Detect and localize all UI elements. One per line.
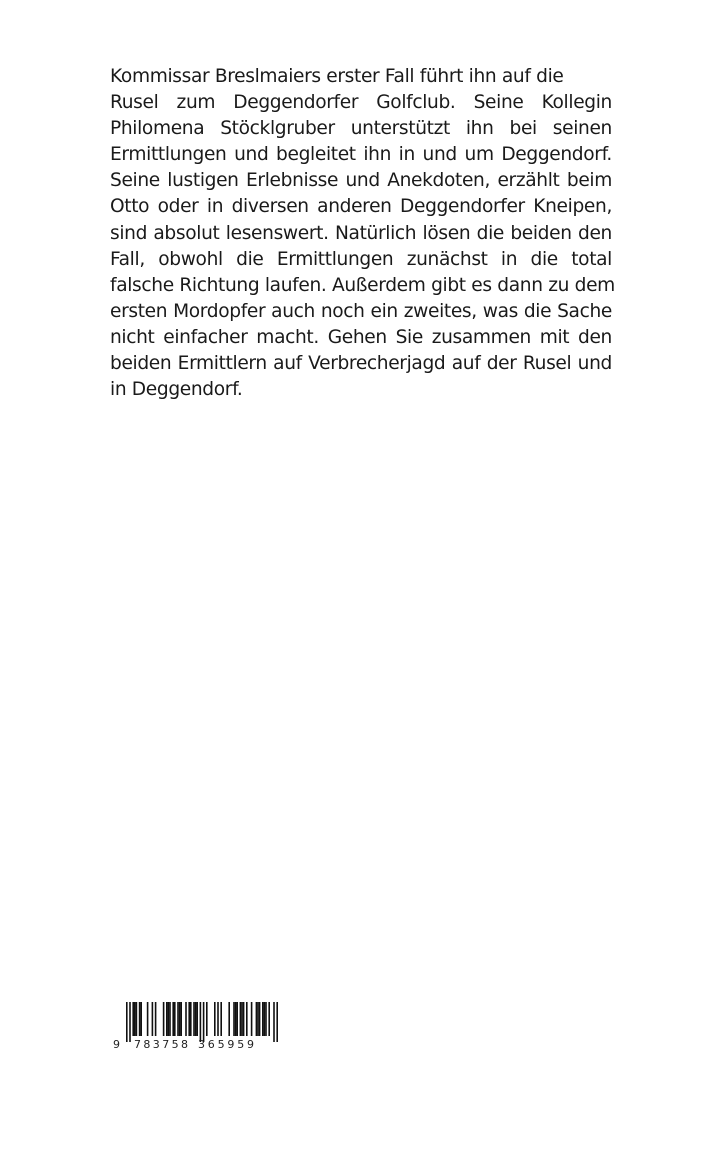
blurb-line: Ermittlungen und begleitet ihn in und um Deggendorf. xyxy=(110,144,612,166)
blurb-line: Seine lustigen Erlebnisse und Anekdoten, erzählt beim xyxy=(110,170,612,192)
barcode-left-digits: 783758 xyxy=(134,1038,188,1051)
blurb-line: in Deggendorf. xyxy=(110,379,243,401)
blurb-line: sind absolut lesenswert. Natürlich lösen die beiden den xyxy=(110,222,612,244)
barcode-right-digits: 365959 xyxy=(198,1038,254,1051)
blurb-line: Kommissar Breslmaiers erster Fall führt ihn auf die xyxy=(110,66,564,87)
blurb-line: falsche Richtung laufen. Außerdem gibt es dann zu dem xyxy=(110,274,615,296)
barcode-lead-digit: 9 xyxy=(113,1038,120,1051)
blurb-line: Rusel zum Deggendorfer Golfclub. Seine Kollegin xyxy=(110,92,612,114)
blurb-line: Philomena Stöcklgruber unterstützt ihn bei seinen xyxy=(110,118,612,140)
blurb-line: ersten Mordopfer auch noch ein zweites, was die Sache xyxy=(110,300,612,322)
blurb-line: Fall, obwohl die Ermittlungen zunächst in die total xyxy=(110,248,612,270)
blurb-line: Otto oder in diversen anderen Deggendorfer Kneipen, xyxy=(110,196,612,218)
isbn-barcode xyxy=(112,1000,287,1052)
blurb-line: nicht einfacher macht. Gehen Sie zusammen mit den xyxy=(110,326,612,348)
barcode-icon xyxy=(112,1000,287,1052)
blurb-line: beiden Ermittlern auf Verbrecherjagd auf der Rusel und xyxy=(110,353,612,375)
back-cover-blurb xyxy=(110,64,615,403)
